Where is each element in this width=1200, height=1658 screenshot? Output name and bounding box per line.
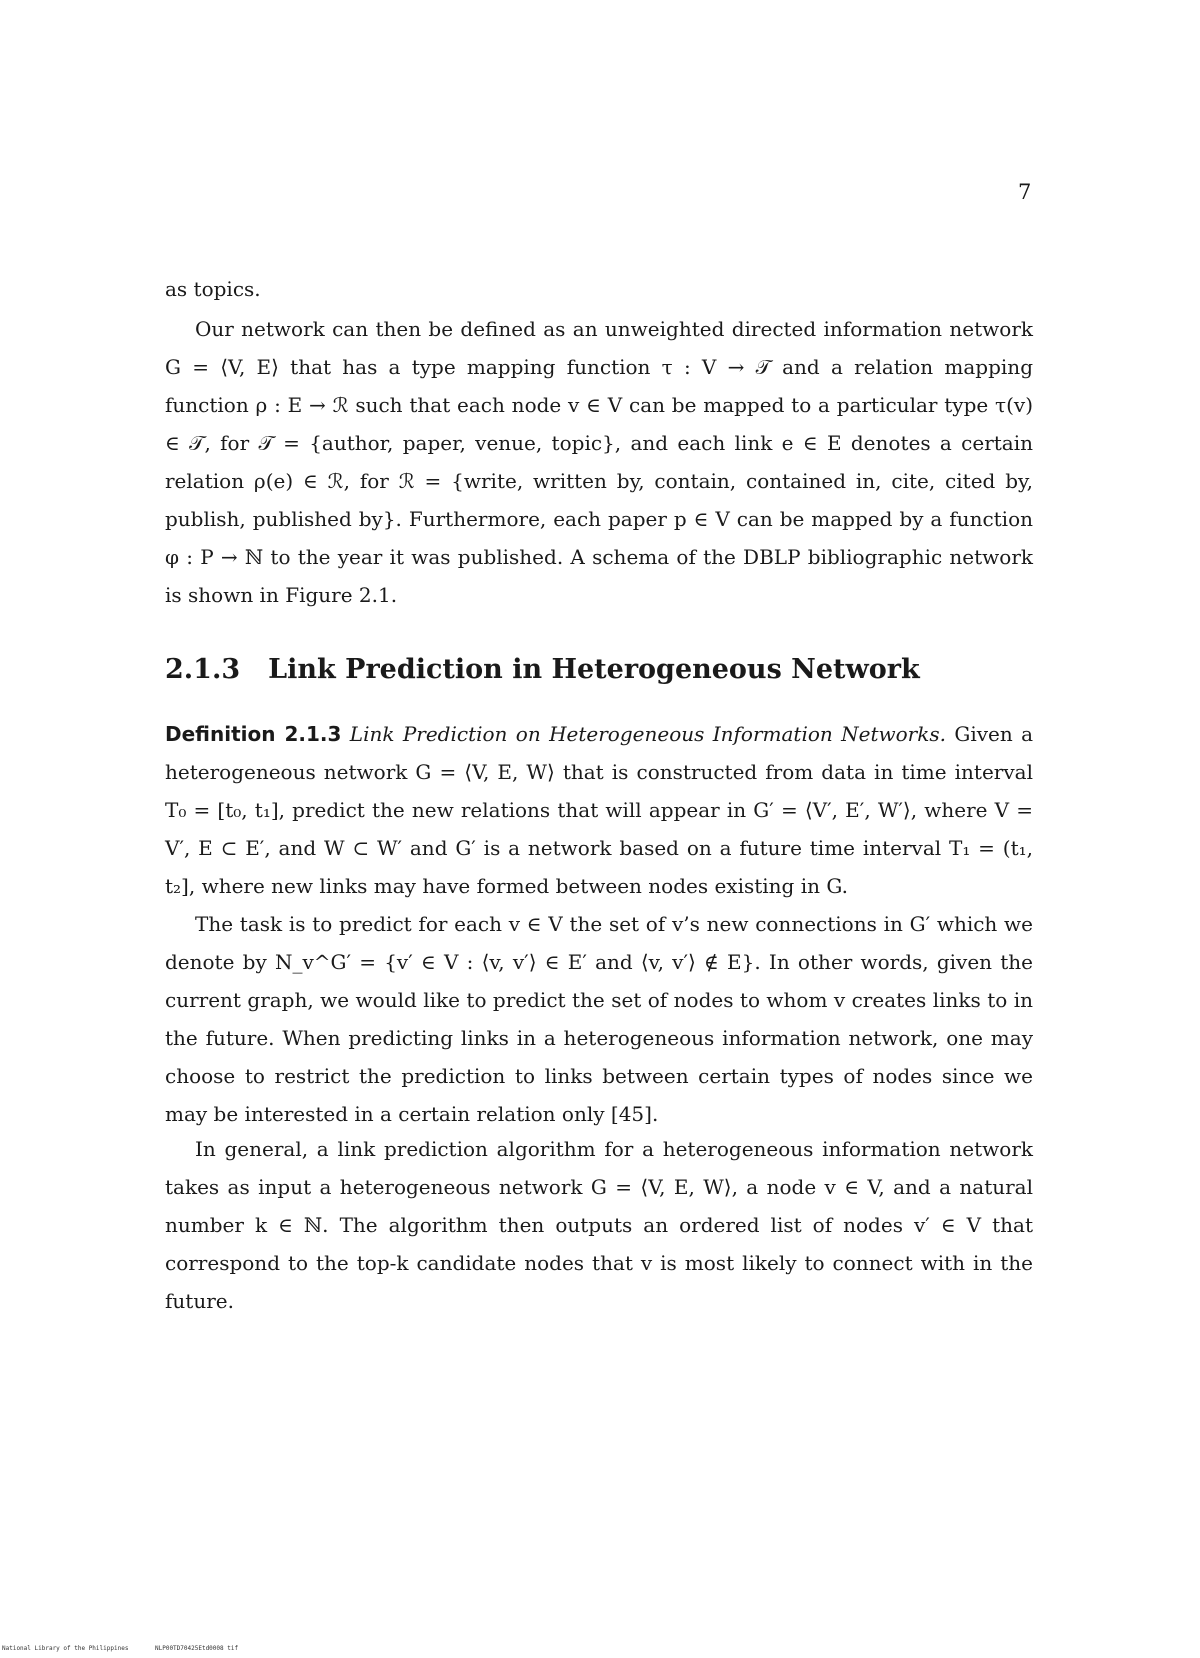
paragraph-network-definition: Our network can then be defined as an unweighted directed information network G = ⟨V, E⟩ that has a type mapping function τ : V → 𝒯 and a relation mapping function ρ : E → ℛ such that each node v ∈ V can be mapped to a particular type τ(v) ∈ 𝒯, for 𝒯 = {author, paper, venue, topic}, and each link e ∈ E denotes a certain relation ρ(e) ∈ ℛ, for ℛ = {write, written by, contain, contained in, cite, cited by, publish, published by}. Furthermore, each paper p ∈ V can be mapped by a function φ : P → ℕ to the year it was published. A schema of the DBLP bibliographic network is shown in Figure 2.1. (165, 317, 1033, 607)
section-heading (165, 654, 920, 685)
paragraph-algorithm: In general, a link prediction algorithm for a heterogeneous information network takes as input a heterogeneous network G = ⟨V, E, W⟩, a node v ∈ V, and a natural number k ∈ ℕ. The algorithm then outputs an ordered list of nodes v′ ∈ V that correspond to the top-k candidate nodes that v is most likely to connect with in the future. (165, 1137, 1033, 1313)
paragraph-continuation: as topics. (165, 277, 261, 301)
paragraph-task: The task is to predict for each v ∈ V the set of v’s new connections in G′ which we denote by N_v^G′ = {v′ ∈ V : ⟨v, v′⟩ ∈ E′ and ⟨v, v′⟩ ∉ E}. In other words, given the current graph, we would like to predict the set of nodes to whom v creates links to in the future. When predicting links in a heterogeneous information network, one may choose to restrict the prediction to links between certain types of nodes since we may be interested in a certain relation only [45]. (165, 912, 1033, 1126)
definition-text: Given a heterogeneous network G = ⟨V, E, W⟩ that is constructed from data in time interval T₀ = [t₀, t₁], predict the new relations that will appear in G′ = ⟨V′, E′, W′⟩, where V = V′, E ⊂ E′, and W ⊂ W′ and G′ is a network based on a future time interval T₁ = (t₁, t₂], where new links may have formed between nodes existing in G. (165, 722, 1034, 898)
footer-file-id: NLP00TD70425Etd0008 tif (155, 1645, 239, 1652)
footer-library: National Library of the Philippines (2, 1645, 129, 1652)
section-title: Link Prediction in Heterogeneous Network (268, 654, 920, 685)
definition-label: Definition 2.1.3 (165, 722, 342, 746)
definition-title: Link Prediction on Heterogeneous Information Networks. (349, 722, 946, 746)
definition-block (165, 715, 1033, 905)
section-number: 2.1.3 (165, 654, 241, 685)
page-number: 7 (1018, 180, 1032, 204)
